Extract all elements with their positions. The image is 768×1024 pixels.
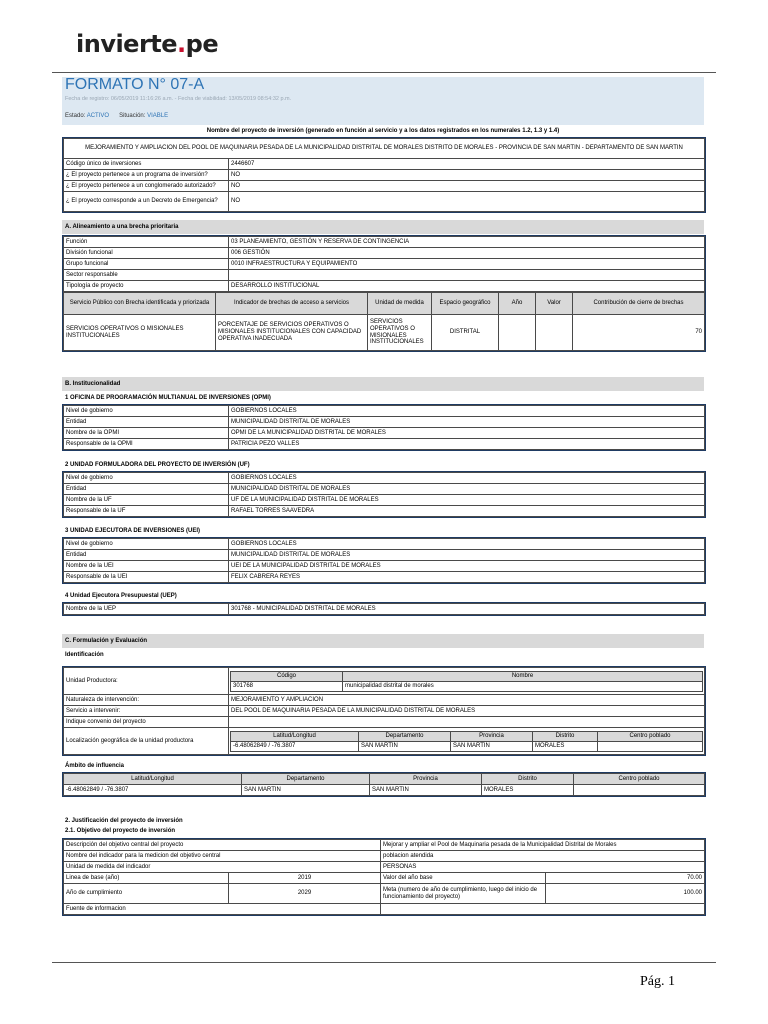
objective-table	[62, 838, 706, 916]
ambito-cell: SAN MARTIN	[242, 785, 370, 796]
up-header: Código	[231, 671, 343, 681]
opmi-label: Responsable de la OPMI	[64, 439, 229, 450]
loc-header: Distrito	[533, 731, 598, 741]
objective-year: 2029	[229, 884, 381, 904]
opmi-title: 1 OFICINA DE PROGRAMACIÓN MULTIANUAL DE INVERSIONES (OPMI)	[65, 395, 271, 401]
objective-label: Fuente de informacion	[64, 904, 381, 915]
opmi-value: GOBIERNOS LOCALES	[229, 406, 705, 417]
loc-header: Departamento	[359, 731, 451, 741]
project-label: ¿ El proyecto corresponde a un Decreto de Emergencia?	[64, 192, 229, 212]
ident-value: DEL POOL DE MAQUINARIA PESADA DE LA MUNICIPALIDAD DISTRITAL DE MORALES	[229, 706, 705, 717]
header-divider	[52, 72, 716, 73]
opmi-label: Nombre de la OPMI	[64, 428, 229, 439]
loc-cell	[598, 741, 703, 751]
alignment-value: 006 GESTIÓN	[229, 248, 705, 259]
loc-cell: -6.48062849 / -76.3807	[231, 741, 359, 751]
footer-divider	[52, 962, 716, 963]
section-a-header: A. Alineamiento a una brecha prioritaria	[62, 220, 704, 234]
opmi-value: OPMI DE LA MUNICIPALIDAD DISTRITAL DE MORALES	[229, 428, 705, 439]
ambito-cell: SAN MARTIN	[370, 785, 482, 796]
ambito-table	[62, 772, 706, 797]
brecha-header: Valor	[536, 293, 573, 315]
loc-cell: SAN MARTIN	[359, 741, 451, 751]
alignment-table	[62, 235, 706, 352]
alignment-label: Grupo funcional	[64, 259, 229, 270]
page-number: Pág. 1	[640, 974, 675, 989]
uep-label: Nombre de la UEP	[64, 604, 229, 615]
identification-title: Identificación	[65, 652, 104, 658]
ambito-header: Provincia	[370, 774, 482, 785]
ident-label: Servicio a intervenir:	[64, 706, 229, 717]
objective-value: Mejorar y ampliar el Pool de Maquinaria pesada de la Municipalidad Distrital de Morales	[381, 840, 705, 851]
uf-label: Nivel de gobierno	[64, 473, 229, 484]
project-value: NO	[229, 170, 705, 181]
project-label: Código único de inversiones	[64, 159, 229, 170]
uei-label: Nombre de la UEI	[64, 561, 229, 572]
ambito-header: Departamento	[242, 774, 370, 785]
uei-value: GOBIERNOS LOCALES	[229, 539, 705, 550]
objective-value: 100.00	[546, 884, 705, 904]
objective-label: Meta (numero de año de cumplimiento, luego del inicio de funcionamiento del proyecto)	[381, 884, 546, 904]
project-table	[62, 137, 706, 213]
project-name: MEJORAMIENTO Y AMPLIACION DEL POOL DE MAQUINARIA PESADA DE LA MUNICIPALIDAD DISTRITAL DE MORALES DISTRITO DE MORALES - PROVINCIA DE SAN MARTIN - DEPARTAMENTO DE SAN MARTIN	[64, 139, 705, 159]
uei-value: MUNICIPALIDAD DISTRITAL DE MORALES	[229, 550, 705, 561]
format-dates: Fecha de registro: 06/05/2019 11:16:26 a.m. - Fecha de viabilidad: 13/05/2019 08:54:32 p.m.	[65, 96, 292, 102]
objective-label: Valor del año base	[381, 873, 546, 884]
opmi-table	[62, 404, 706, 451]
ambito-header: Centro poblado	[574, 774, 705, 785]
uep-value: 301768 - MUNICIPALIDAD DISTRITAL DE MORALES	[229, 604, 705, 615]
uf-value: UF DE LA MUNICIPALIDAD DISTRITAL DE MORALES	[229, 495, 705, 506]
objective-value: poblacion atendida	[381, 851, 705, 862]
up-header: Nombre	[343, 671, 703, 681]
alignment-label: Función	[64, 237, 229, 248]
uei-table	[62, 537, 706, 584]
ambito-header: Latitud/Longitud	[64, 774, 242, 785]
alignment-value: DESARROLLO INSTITUCIONAL	[229, 281, 705, 292]
project-value: 2446607	[229, 159, 705, 170]
project-value: NO	[229, 192, 705, 212]
uei-label: Entidad	[64, 550, 229, 561]
objective-subtitle: 2.1. Objetivo del proyecto de inversión	[65, 828, 176, 834]
uei-label: Responsable de la UEI	[64, 572, 229, 583]
brecha-cell	[499, 315, 536, 351]
project-name-caption: Nombre del proyecto de inversión (generado en función al servicio y a los datos registrados en los numerales 1.2, 1.3 y 1.4)	[206, 128, 560, 134]
alignment-value: 0010 INFRAESTRUCTURA Y EQUIPAMIENTO	[229, 259, 705, 270]
brecha-header: Indicador de brechas de acceso a servicios	[216, 293, 368, 315]
uf-value: GOBIERNOS LOCALES	[229, 473, 705, 484]
objective-value: PERSONAS	[381, 862, 705, 873]
loc-header: Latitud/Longitud	[231, 731, 359, 741]
objective-value	[381, 904, 705, 915]
brecha-cell	[536, 315, 573, 351]
project-label: ¿ El proyecto pertenece a un conglomerado autorizado?	[64, 181, 229, 192]
brecha-header: Contribución de cierre de brechas	[573, 293, 705, 315]
ambito-cell: -6.48062849 / -76.3807	[64, 785, 242, 796]
uf-table	[62, 471, 706, 518]
uf-value: RAFAEL TORRES SAAVEDRA	[229, 506, 705, 517]
objective-label: Año de cumplimiento	[64, 884, 229, 904]
loc-header: Provincia	[451, 731, 533, 741]
uei-label: Nivel de gobierno	[64, 539, 229, 550]
objective-year: 2019	[229, 873, 381, 884]
objective-label: Linea de base (año)	[64, 873, 229, 884]
uf-label: Entidad	[64, 484, 229, 495]
opmi-label: Entidad	[64, 417, 229, 428]
ambito-header: Distrito	[482, 774, 574, 785]
brecha-cell: PORCENTAJE DE SERVICIOS OPERATIVOS O MISIONALES INSTITUCIONALES CON CAPACIDAD OPERATIVA INADECUADA	[216, 315, 368, 351]
brecha-cell: DISTRITAL	[432, 315, 499, 351]
ambito-cell	[574, 785, 705, 796]
ambito-title: Ámbito de influencia	[65, 763, 125, 769]
objective-label: Nombre del indicador para la medicion del objetivo central	[64, 851, 381, 862]
opmi-label: Nivel de gobierno	[64, 406, 229, 417]
up-cell: municipalidad distrital de morales	[343, 681, 703, 691]
brecha-header: Unidad de medida	[368, 293, 432, 315]
alignment-label: Tipología de proyecto	[64, 281, 229, 292]
alignment-label: Sector responsable	[64, 270, 229, 281]
up-cell: 301768	[231, 681, 343, 691]
brecha-header: Servicio Público con Brecha identificada y priorizada	[64, 293, 216, 315]
alignment-value	[229, 270, 705, 281]
uf-label: Responsable de la UF	[64, 506, 229, 517]
format-title: FORMATO N° 07-A	[65, 76, 205, 93]
ambito-cell: MORALES	[482, 785, 574, 796]
alignment-value: 03 PLANEAMIENTO, GESTIÓN Y RESERVA DE CONTINGENCIA	[229, 237, 705, 248]
uei-value: UEI DE LA MUNICIPALIDAD DISTRITAL DE MORALES	[229, 561, 705, 572]
uf-label: Nombre de la UF	[64, 495, 229, 506]
project-label: ¿ El proyecto pertenece a un programa de inversión?	[64, 170, 229, 181]
project-value: NO	[229, 181, 705, 192]
brecha-cell: SERVICIOS OPERATIVOS O MISIONALES INSTITUCIONALES	[64, 315, 216, 351]
brecha-header: Espacio geográfico	[432, 293, 499, 315]
uei-value: FELIX CABRERA REYES	[229, 572, 705, 583]
loc-header: Centro poblado	[598, 731, 703, 741]
section-c-header: C. Formulación y Evaluación	[62, 634, 704, 648]
objective-value: 70.00	[546, 873, 705, 884]
alignment-label: División funcional	[64, 248, 229, 259]
justification-title: 2. Justificación del proyecto de inversión	[65, 818, 183, 824]
uep-table	[62, 602, 706, 616]
objective-label: Descripción del objetivo central del proyecto	[64, 840, 381, 851]
identification-table	[62, 666, 706, 756]
ident-value: MEJORAMIENTO Y AMPLIACION	[229, 695, 705, 706]
loc-cell: MORALES	[533, 741, 598, 751]
format-status: Estado: ACTIVO Situación: VIABLE	[65, 113, 169, 119]
objective-label: Unidad de medida del indicador	[64, 862, 381, 873]
brecha-header: Año	[499, 293, 536, 315]
ident-value	[229, 717, 705, 728]
uep-title: 4 Unidad Ejecutora Presupuestal (UEP)	[65, 593, 177, 599]
ident-label: Indique convenio del proyecto	[64, 717, 229, 728]
uf-value: MUNICIPALIDAD DISTRITAL DE MORALES	[229, 484, 705, 495]
unidad-productora-label: Unidad Productora:	[64, 668, 229, 695]
section-b-header: B. Institucionalidad	[62, 377, 704, 391]
uf-title: 2 UNIDAD FORMULADORA DEL PROYECTO DE INVERSIÓN (UF)	[65, 462, 250, 468]
loc-cell: SAN MARTIN	[451, 741, 533, 751]
uei-title: 3 UNIDAD EJECUTORA DE INVERSIONES (UEI)	[65, 528, 201, 534]
invierte-logo: invierte.pe	[76, 30, 219, 58]
opmi-value: MUNICIPALIDAD DISTRITAL DE MORALES	[229, 417, 705, 428]
brecha-cell: 70	[573, 315, 705, 351]
brecha-cell: SERVICIOS OPERATIVOS O MISIONALES INSTITUCIONALES	[368, 315, 432, 351]
ident-label: Naturaleza de intervención:	[64, 695, 229, 706]
localizacion-label: Localización geográfica de la unidad productora	[64, 728, 229, 755]
opmi-value: PATRICIA PEZO VALLES	[229, 439, 705, 450]
